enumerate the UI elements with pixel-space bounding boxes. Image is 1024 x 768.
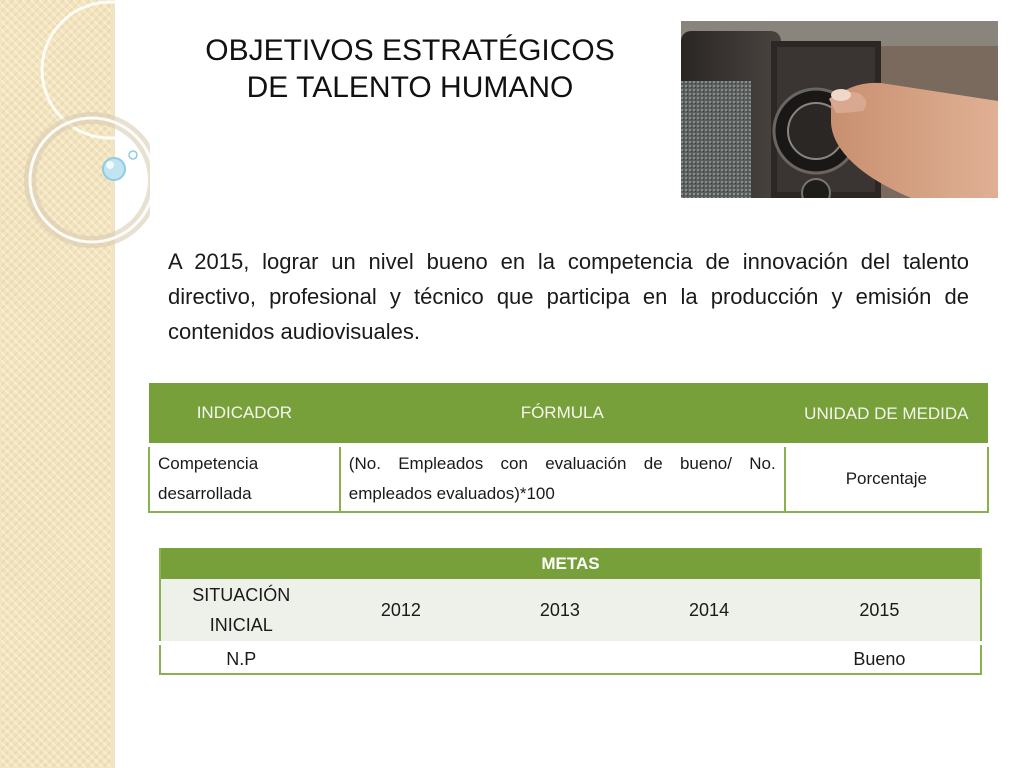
header-2012: 2012	[321, 579, 480, 643]
cell-2014	[639, 643, 778, 674]
cell-2015: Bueno	[779, 643, 981, 674]
table-row	[149, 445, 988, 512]
cell-unidad: Porcentaje	[785, 445, 988, 512]
cell-2013	[480, 643, 639, 674]
cell-2012	[321, 643, 480, 674]
slide-title	[150, 32, 670, 106]
title-line-2: DE TALENTO HUMANO	[246, 71, 574, 104]
objective-paragraph: A 2015, lograr un nivel bueno en la competencia de innovación del talento directivo, profesional y técnico que participa en la producción y emisión de contenidos audiovisuales.	[168, 249, 969, 344]
indicator-table-header	[149, 383, 988, 445]
header-2014: 2014	[639, 579, 778, 643]
swirl-decoration	[0, 0, 150, 300]
header-unidad-medida: UNIDAD DE MEDIDA	[785, 383, 988, 445]
metas-table	[159, 548, 982, 675]
title-line-1: OBJETIVOS ESTRATÉGICOS	[205, 34, 615, 67]
header-2013: 2013	[480, 579, 639, 643]
table-row	[160, 643, 981, 674]
indicator-table	[148, 383, 989, 513]
header-2015: 2015	[779, 579, 981, 643]
cell-situacion-inicial: N.P	[160, 643, 321, 674]
tv-knob-photo	[681, 21, 998, 198]
metas-title: METAS	[160, 548, 981, 579]
metas-header-row	[160, 579, 981, 643]
header-indicador: INDICADOR	[149, 383, 340, 445]
cell-indicador: Competencia desarrollada	[149, 445, 340, 512]
cell-formula: (No. Empleados con evaluación de bueno/ No. empleados evaluados)*100	[340, 445, 785, 512]
header-formula: FÓRMULA	[340, 383, 785, 445]
header-situacion-inicial: SITUACIÓN INICIAL	[160, 579, 321, 643]
